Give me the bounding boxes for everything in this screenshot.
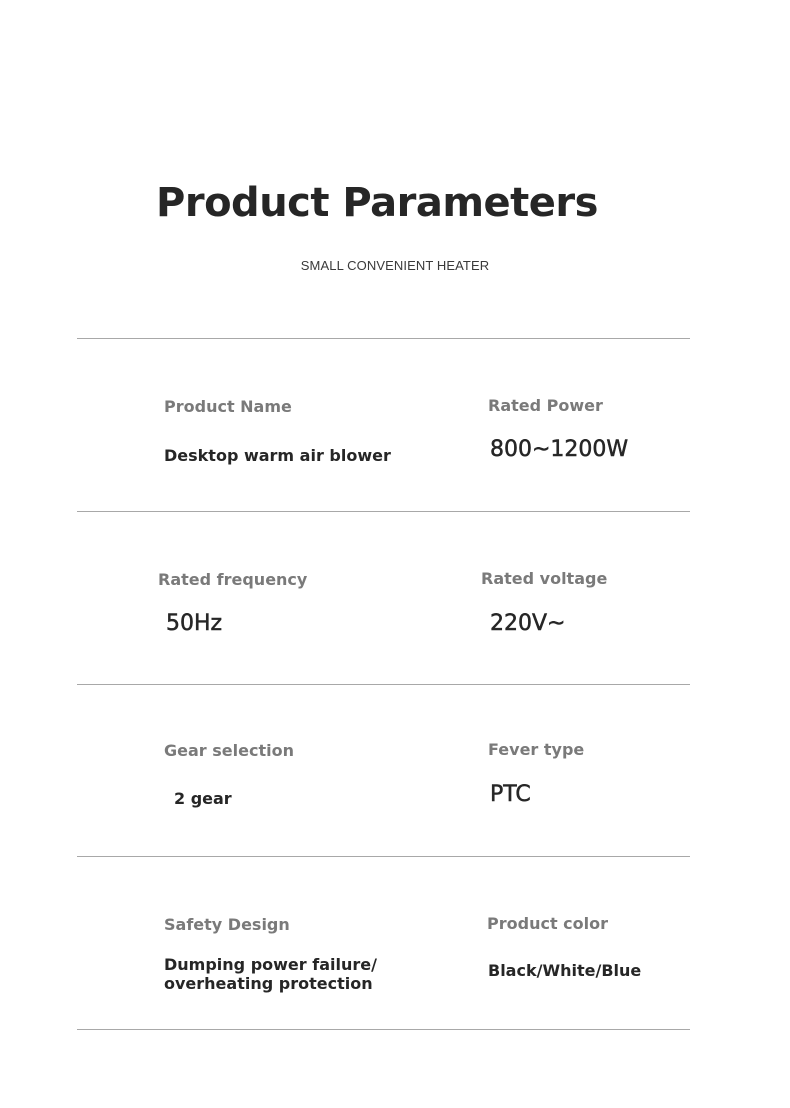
param-label-safety-design: Safety Design <box>164 915 290 934</box>
param-label-rated-voltage: Rated voltage <box>481 569 608 588</box>
param-value-rated-voltage: 220V~ <box>490 611 566 636</box>
param-value-safety-design-line2: overheating protection <box>164 974 373 993</box>
param-label-rated-power: Rated Power <box>488 396 603 415</box>
param-label-gear-selection: Gear selection <box>164 741 294 760</box>
page-title: Product Parameters <box>156 180 598 226</box>
divider <box>77 338 690 339</box>
param-value-rated-power: 800~1200W <box>490 437 629 462</box>
param-value-gear-selection: 2 gear <box>174 789 232 808</box>
param-value-rated-frequency: 50Hz <box>166 611 223 636</box>
divider <box>77 1029 690 1030</box>
param-label-rated-frequency: Rated frequency <box>158 570 308 589</box>
param-value-product-name: Desktop warm air blower <box>164 446 391 465</box>
divider <box>77 511 690 512</box>
page-subtitle: SMALL CONVENIENT HEATER <box>300 258 490 273</box>
param-label-product-color: Product color <box>487 914 608 933</box>
param-value-fever-type: PTC <box>490 782 531 807</box>
param-value-safety-design-line1: Dumping power failure/ <box>164 955 377 974</box>
divider <box>77 856 690 857</box>
param-label-product-name: Product Name <box>164 397 292 416</box>
param-value-product-color: Black/White/Blue <box>488 961 642 980</box>
param-label-fever-type: Fever type <box>488 740 585 759</box>
divider <box>77 684 690 685</box>
